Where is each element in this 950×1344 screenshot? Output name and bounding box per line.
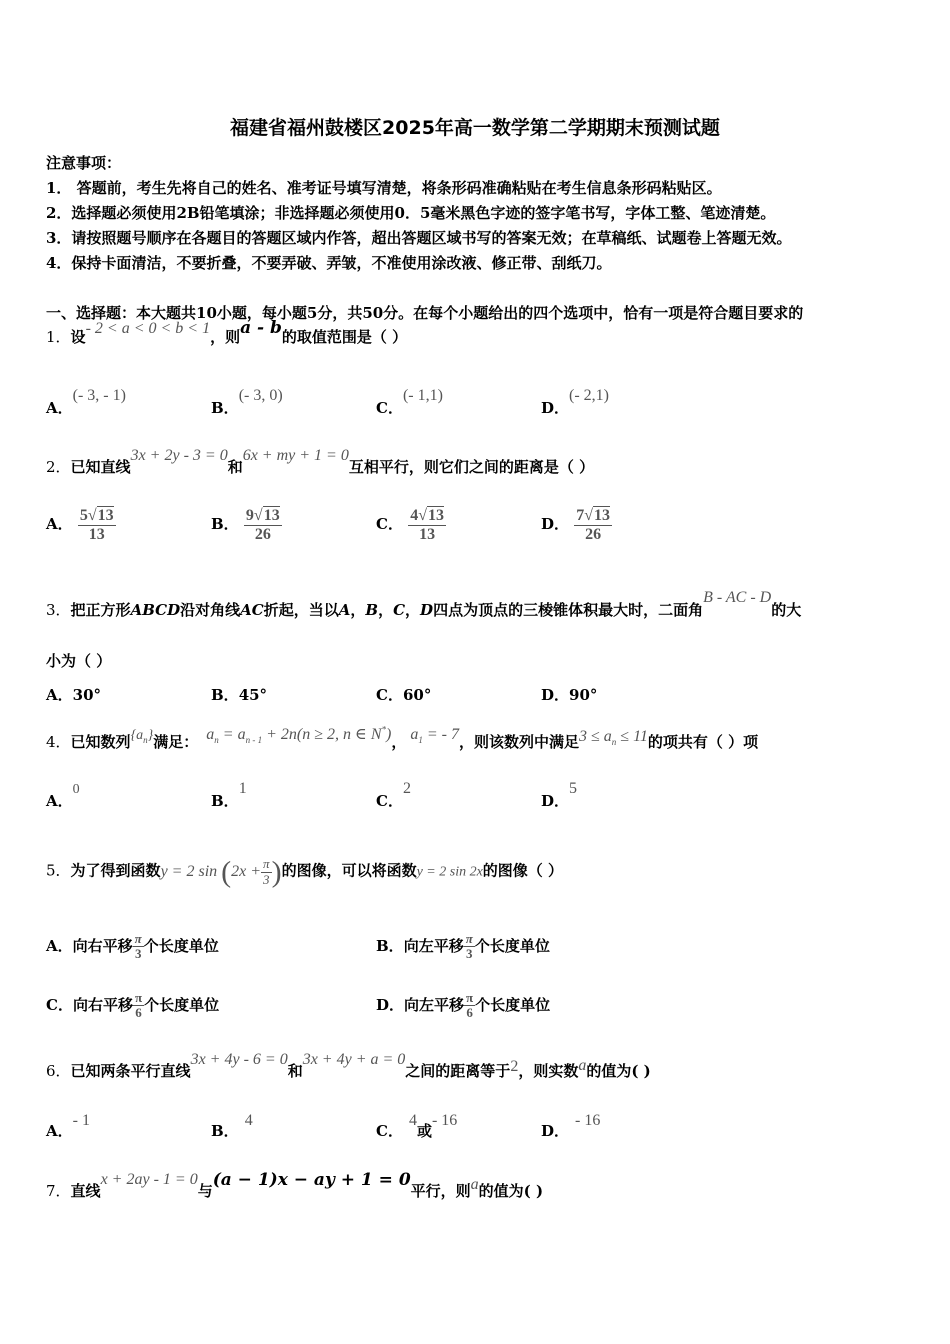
q3-dihedral-angle: B - AC - D [703,589,772,606]
q4-recurrence: $a_n = a_{n - 1} + 2n(n \ge 2$, n ∈ N*) [206,724,392,746]
q3-point-a: A [338,601,351,619]
question-number: 3． [46,601,71,619]
option-label: D． [541,399,570,417]
fraction: $\frac{9√13}{26}$ [245,507,280,543]
q4-option-b[interactable] [211,780,247,811]
option-label: A． [46,686,73,704]
q4-option-c[interactable] [376,780,411,811]
q3-text-4: 四点为顶点的三棱锥体积最大时，二面角 [433,601,704,619]
q4-text-2: 满足： [153,733,199,751]
option-label: D． [376,995,405,1014]
option-text: 个长度单位 [474,936,550,955]
option-value: 5 [569,780,578,797]
option-label: D． [541,792,570,810]
q7-line-1: x + 2ay - 1 = 0 [100,1171,198,1188]
q6-option-c[interactable] [376,1112,458,1141]
option-label: A． [46,515,73,534]
page-title: 福建省福州鼓楼区2025年高一数学第二学期期末预测试题 [230,117,720,139]
option-value: - 1 [72,1112,90,1129]
question-6 [46,1051,651,1081]
question-1 [46,318,408,347]
q5-function-2: y = 2 sin 2x [416,864,483,880]
option-text: 个长度单位 [144,995,220,1014]
q2-option-a[interactable] [46,507,116,543]
q5-text-2: 的图像，可以将函数 [281,861,417,880]
option-label: B． [211,792,239,810]
q1-option-a[interactable] [46,387,126,418]
question-2 [46,447,595,477]
option-text: 向右平移 [72,995,133,1014]
q3-point-c: C [393,601,406,619]
option-value: (- 2,1) [569,387,609,404]
option-label: B． [211,1122,239,1140]
option-value: (- 1,1) [402,387,443,404]
option-value: 0 [72,782,80,797]
question-number: 6． [46,1062,71,1080]
option-value: 30° [72,686,102,704]
q5-option-d[interactable] [376,991,550,1021]
q1-option-b[interactable] [211,387,283,418]
option-label: A． [46,936,73,955]
q7-variable: a [470,1176,479,1193]
option-value: 90° [569,686,598,704]
q3-option-c[interactable] [376,684,431,705]
q5-option-c[interactable] [46,991,219,1021]
fraction: $\frac{\pi}{3}$ [465,931,473,962]
q3-diagonal: AC [240,601,264,619]
q4-range: $3 \le a_n \le 11$ [579,728,648,748]
q5-option-a[interactable] [46,932,219,962]
option-label: B． [376,936,404,955]
q6-text-2: 和 [287,1062,303,1080]
question-number: 1． [46,328,71,346]
option-label: A． [46,1122,73,1140]
q4-initial: $a_1$ = - 7 [410,726,459,746]
option-value: 2 [402,780,411,797]
q2-option-b[interactable] [211,507,282,543]
option-text: 个长度单位 [143,936,219,955]
q7-text-3: 平行，则 [410,1182,471,1200]
q3-text-2: 沿对角线 [180,601,241,619]
q1-condition: - 2 < a < 0 < b < 1 [85,320,211,337]
q2-option-c[interactable] [376,507,446,543]
option-label: A． [46,399,73,417]
q4-text-5: 的项共有（ ）项 [647,733,759,751]
option-value: 4 [244,1112,253,1129]
fraction: $\frac{4√13}{13}$ [410,507,444,543]
q6-line-2: 3x + 4y + a = 0 [302,1051,406,1068]
notice-item-4: 4．保持卡面清洁，不要折叠，不要弄破、弄皱，不准使用涂改液、修正带、刮纸刀。 [46,254,612,272]
fraction: $\frac{\pi}{6}$ [134,990,143,1021]
q3-text-3: 折起，当以 [263,601,339,619]
q3-option-a[interactable] [46,684,101,705]
q7-text-1: 直线 [70,1182,101,1200]
q1-text-2: ，则 [210,328,241,346]
q5-function: y = 2 sin (2x + $\frac{\pi}{3}$ ) [160,855,282,888]
q4-option-a[interactable] [46,782,80,811]
q6-text-1: 已知两条平行直线 [70,1062,191,1080]
q3-square: ABCD [130,601,181,619]
question-number: 7． [46,1182,71,1200]
option-value: 60° [402,686,432,704]
q6-text-5: 的值为( ) [586,1062,651,1080]
q6-option-b[interactable] [211,1112,253,1141]
q5-text-3: 的图像（ ） [482,861,564,880]
fraction: $\frac{\pi}{6}$ [466,990,474,1021]
q4-text-1: 已知数列 [70,733,131,751]
notice-item-1: 1． 答题前，考生先将自己的姓名、准考证号填写清楚，将条形码准确粘贴在考生信息条形码粘贴区。 [46,179,722,197]
option-label: B． [211,686,239,704]
option-label: A． [46,792,73,810]
q6-distance: 2 [510,1058,519,1075]
option-label: D． [541,1122,570,1140]
q3-text-5: 的大 [771,601,802,619]
q4-text-4: ，则该数列中满足 [458,733,579,751]
q6-text-3: 之间的距离等于 [405,1062,511,1080]
q3-option-b[interactable] [211,684,267,705]
option-label: C． [376,1122,403,1140]
q4-option-d[interactable] [541,780,578,811]
q1-text-1: 设 [70,328,86,346]
q3-point-b: B [365,601,379,619]
q6-option-d[interactable] [541,1112,601,1141]
option-label: C． [46,995,73,1014]
option-label: C． [376,399,403,417]
q5-text-1: 为了得到函数 [70,861,161,880]
option-value: (- 3, 0) [238,387,283,404]
fraction: $\frac{\pi}{3}$ [134,931,142,962]
q7-text-2: 与 [197,1182,213,1200]
notice-item-2: 2．选择题必须使用2B铅笔填涂；非选择题必须使用0．5毫米黑色字迹的签字笔书写，字体工整、笔迹清楚。 [46,204,776,222]
q1-expression: a - b [240,318,282,338]
q2-text-2: 和 [227,458,243,476]
option-or: 或 [416,1122,432,1140]
q7-line-2: (a − 1)x − ay + 1 = 0 [212,1170,411,1190]
q3-option-d[interactable] [541,684,597,705]
option-label: B． [211,399,239,417]
option-label: B． [211,515,239,534]
option-value: 1 [238,780,247,797]
q1-option-d[interactable] [541,387,609,418]
q1-text-3: 的取值范围是（ ） [281,328,408,346]
q2-text-1: 已知直线 [70,458,131,476]
q3-point-d: D [420,601,434,619]
option-text: 向右平移 [72,936,133,955]
option-value: 45° [238,686,268,704]
q1-option-c[interactable] [376,387,443,418]
option-label: C． [376,515,403,534]
section-heading: 一、选择题：本大题共10小题，每小题5分，共50分。在每个小题给出的四个选项中，恰有一项是符合题目要求的 [46,304,804,322]
option-value: - 16 [575,1112,601,1129]
question-4 [46,724,759,753]
option-value: 4 [408,1112,417,1129]
option-text: 向左平移 [404,995,465,1014]
q2-line-1: 3x + 2y - 3 = 0 [130,447,228,464]
q5-option-b[interactable] [376,932,550,962]
question-5 [46,855,563,889]
q6-line-1: 3x + 4y - 6 = 0 [190,1051,288,1068]
option-label: C． [376,686,403,704]
option-label: D． [541,686,570,704]
q4-text-3: ， [391,733,407,751]
question-number: 2． [46,458,71,476]
notice-heading: 注意事项： [46,154,122,172]
notice-item-3: 3．请按照题号顺序在各题目的答题区域内作答，超出答题区域书写的答案无效；在草稿纸、试题卷上答题无效。 [46,229,792,247]
q6-option-a[interactable] [46,1112,90,1141]
option-value-2: - 16 [431,1112,458,1129]
q7-text-4: 的值为( ) [478,1182,544,1200]
question-7 [46,1170,544,1201]
q4-sequence: $\{a_n\}$ [130,728,154,745]
option-label: D． [541,515,570,534]
q6-variable: a [578,1057,587,1074]
q6-text-4: ，则实数 [518,1062,579,1080]
option-text: 个长度单位 [475,995,551,1014]
fraction: $\frac{5√13}{13}$ [79,507,114,543]
question-3: 3．把正方形ABCD沿对角线AC折起，当以A，B，C，D四点为顶点的三棱锥体积最大时，二面角B - AC - D的大 [46,589,802,619]
option-text: 向左平移 [403,936,464,955]
question-number: 5． [46,861,71,880]
fraction: $\frac{7√13}{26}$ [576,507,611,543]
option-label: C． [376,792,403,810]
q2-text-3: 互相平行，则它们之间的距离是（ ） [348,458,595,476]
q3-text-6: 小为（ ） [46,652,112,670]
q2-line-2: 6x + my + 1 = 0 [242,447,349,464]
q3-text-1: 把正方形 [70,601,131,619]
q2-option-d[interactable] [541,507,612,543]
question-number: 4． [46,733,71,751]
option-value: (- 3, - 1) [72,387,126,404]
